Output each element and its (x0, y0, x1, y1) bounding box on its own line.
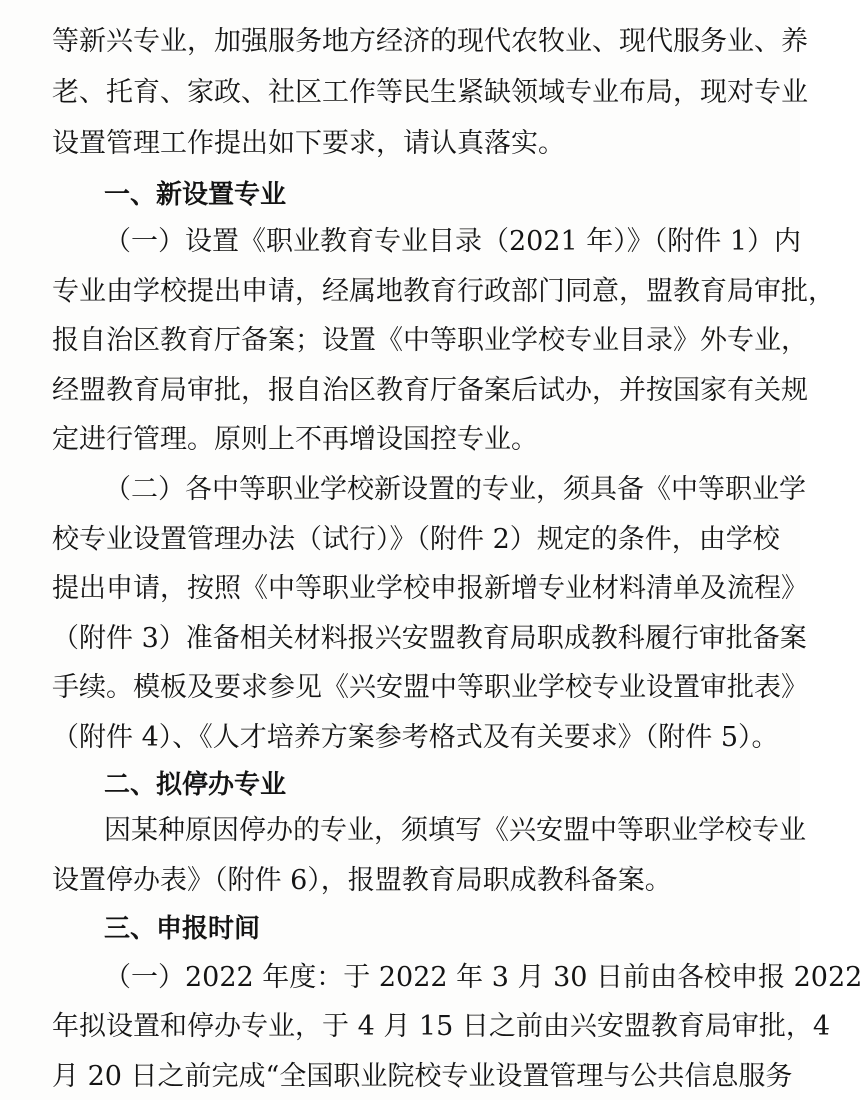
paragraph-line: 报自治区教育厅备案；设置《中等职业学校专业目录》外专业， (52, 325, 808, 356)
paragraph-line: 等新兴专业，加强服务地方经济的现代农牧业、现代服务业、养 (52, 26, 808, 57)
section-heading-2: 二、拟停办专业 (104, 770, 287, 800)
paragraph-line: （附件 4）、《人才培养方案参考格式及有关要求》（附件 5）。 (52, 722, 779, 753)
paragraph-line: 年拟设置和停办专业，于 4 月 15 日之前由兴安盟教育局审批，4 (52, 1011, 831, 1042)
paragraph-line: 因某种原因停办的专业，须填写《兴安盟中等职业学校专业 (104, 815, 806, 846)
paragraph-line: 校专业设置管理办法（试行）》（附件 2）规定的条件，由学校 (52, 524, 780, 555)
paragraph-line: 老、托育、家政、社区工作等民生紧缺领域专业布局，现对专业 (52, 77, 808, 108)
paragraph-line: 设置管理工作提出如下要求，请认真落实。 (52, 128, 565, 159)
paragraph-line: （二）各中等职业学校新设置的专业，须具备《中等职业学 (104, 474, 806, 505)
paragraph-line: 经盟教育局审批，报自治区教育厅备案后试办，并按国家有关规 (52, 375, 808, 406)
paragraph-line: （一）2022 年度：于 2022 年 3 月 30 日前由各校申报 2022 (104, 962, 862, 993)
paragraph-line: （一）设置《职业教育专业目录（2021 年）》（附件 1）内 (104, 226, 802, 257)
paragraph-line: 定进行管理。原则上不再增设国控专业。 (52, 424, 538, 455)
paragraph-line: 专业由学校提出申请，经属地教育行政部门同意，盟教育局审批， (52, 276, 835, 307)
paragraph-line: 月 20 日之前完成“全国职业院校专业设置管理与公共信息服务 (52, 1061, 793, 1092)
paragraph-line: 手续。模板及要求参见《兴安盟中等职业学校专业设置审批表》 (52, 672, 808, 703)
section-heading-3: 三、申报时间 (104, 914, 261, 944)
paragraph-line: 提出申请，按照《中等职业学校申报新增专业材料清单及流程》 (52, 573, 808, 604)
section-heading-1: 一、新设置专业 (104, 180, 287, 210)
paragraph-line: 设置停办表》（附件 6），报盟教育局职成教科备案。 (52, 865, 672, 896)
paragraph-line: （附件 3）准备相关材料报兴安盟教育局职成教科履行审批备案 (52, 623, 807, 654)
